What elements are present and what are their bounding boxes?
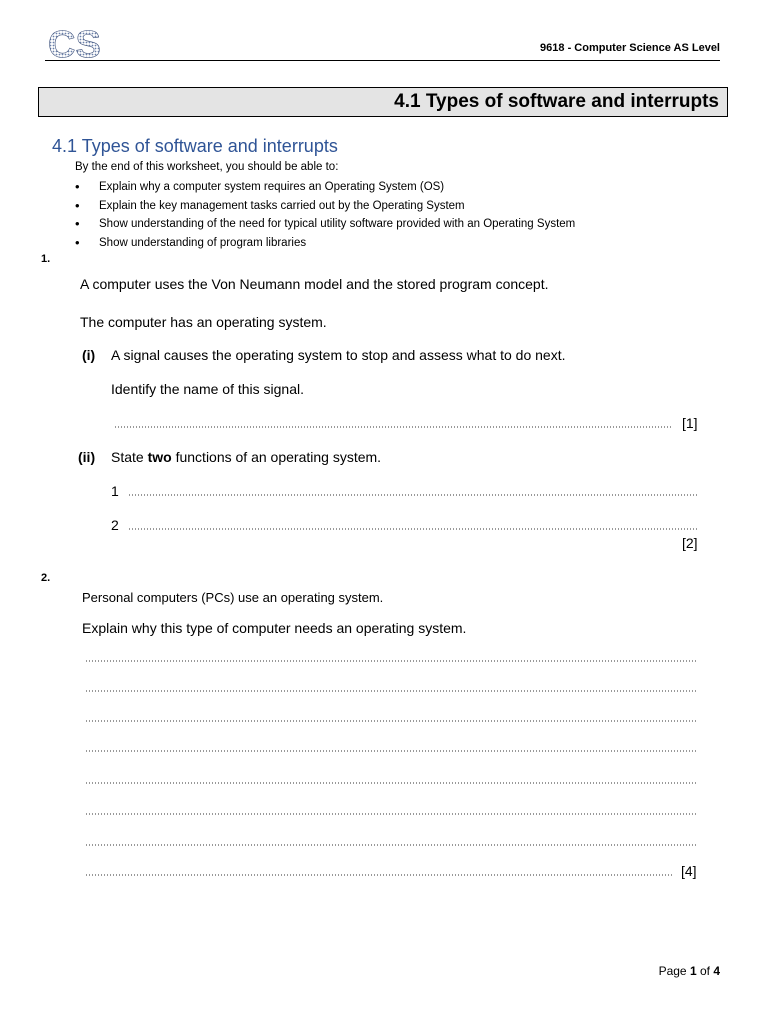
q1-part-ii-text-before: State: [111, 449, 148, 465]
title-bar-text: 4.1 Types of software and interrupts: [394, 91, 719, 112]
list-item: • Show understanding of program libraries: [75, 234, 575, 253]
intro-text: By the end of this worksheet, you should be able to:: [75, 161, 339, 173]
q1-part-ii-marks: [2]: [682, 535, 698, 551]
q2-line-1: Personal computers (PCs) use an operating system.: [82, 590, 384, 605]
q1-part-i-label: (i): [82, 347, 96, 363]
answer-line-q2-8[interactable]: [85, 874, 674, 876]
page-of: of: [696, 964, 714, 978]
q1-part-ii-answer-2-label: 2: [111, 517, 119, 533]
q1-part-ii-text-after: functions of an operating system.: [171, 449, 382, 465]
answer-line-q2-5[interactable]: [85, 782, 697, 784]
section-heading: 4.1 Types of software and interrupts: [52, 136, 338, 156]
question-2-number: 2.: [41, 572, 51, 584]
answer-line-q2-6[interactable]: [85, 813, 697, 815]
page-total: 4: [713, 964, 720, 978]
objectives-list: [75, 178, 575, 252]
answer-line-q2-3[interactable]: [85, 720, 697, 722]
page-current: 1: [689, 964, 697, 978]
list-item: • Explain why a computer system requires an Operating System (OS): [75, 178, 575, 197]
q1-part-ii-label: (ii): [78, 449, 96, 465]
q1-part-ii-text: [111, 449, 381, 465]
answer-line-q2-7[interactable]: [85, 844, 697, 846]
q1-line-1: A computer uses the Von Neumann model and the stored program concept.: [80, 276, 549, 292]
q1-part-i-marks: [1]: [682, 415, 698, 431]
header-divider: [45, 60, 720, 61]
q1-line-2: The computer has an operating system.: [80, 314, 327, 330]
answer-line-q1i[interactable]: [114, 426, 672, 428]
list-item: • Explain the key management tasks carried out by the Operating System: [75, 197, 575, 216]
svg-text:CS: CS: [48, 26, 101, 62]
q1-part-ii-text-bold: two: [147, 449, 172, 465]
q1-part-i-prompt: Identify the name of this signal.: [111, 381, 304, 397]
q2-line-2: Explain why this type of computer needs an operating system.: [82, 620, 467, 636]
answer-line-q1ii-2[interactable]: [128, 528, 698, 530]
answer-line-q2-4[interactable]: [85, 750, 697, 752]
page-word: Page: [658, 964, 690, 978]
course-title: 9618 - Computer Science AS Level: [540, 42, 720, 54]
q1-part-i-text: A signal causes the operating system to stop and assess what to do next.: [111, 347, 566, 363]
answer-line-q2-1[interactable]: [85, 660, 697, 662]
question-1-number: 1.: [41, 253, 51, 265]
answer-line-q1ii-1[interactable]: [128, 494, 698, 496]
q2-marks: [4]: [681, 863, 697, 879]
cs-logo: [46, 26, 110, 62]
list-item: • Show understanding of the need for typical utility software provided with an Operating System: [75, 215, 575, 234]
q1-part-ii-answer-1-label: 1: [111, 483, 119, 499]
title-bar: [38, 87, 728, 117]
page-number: [659, 964, 720, 978]
answer-line-q2-2[interactable]: [85, 690, 697, 692]
